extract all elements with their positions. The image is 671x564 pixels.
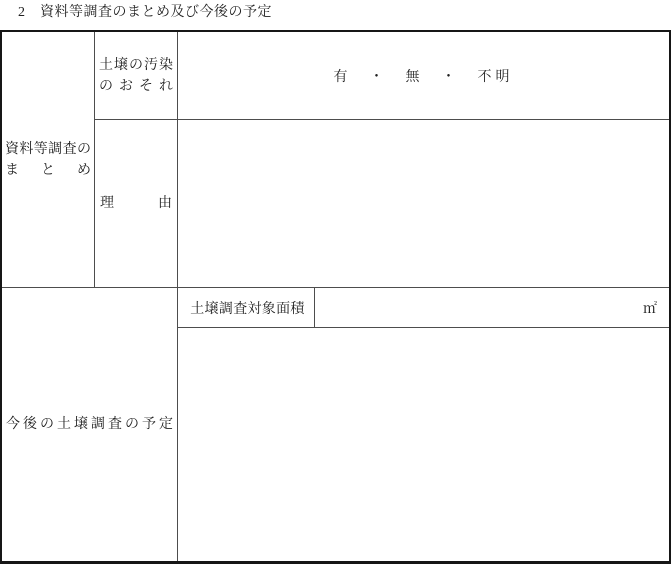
contamination-risk-label-cell xyxy=(95,32,178,120)
survey-summary-table xyxy=(0,30,671,564)
contamination-risk-label: 土 壌 の 汚 染 の お そ れ xyxy=(99,57,173,94)
target-area-unit: ㎡ xyxy=(643,301,657,317)
reason-value-cell xyxy=(178,120,669,288)
page-title: 2 資料等調査のまとめ及び今後の予定 xyxy=(18,5,272,20)
future-plan-section-header xyxy=(2,288,178,561)
summary-section-header-label: 資 料 等 調 査 の ま と め xyxy=(5,141,91,178)
future-plan-value-cell xyxy=(178,328,669,561)
contamination-risk-options-cell xyxy=(178,32,669,120)
reason-label: 理 由 xyxy=(100,196,172,211)
summary-section-header xyxy=(2,32,95,288)
future-plan-section-header-label: 今 後 の 土 壌 調 査 の 予 定 xyxy=(6,417,173,432)
target-area-value-cell xyxy=(315,288,669,328)
target-area-label: 土壌調査対象面積 xyxy=(190,301,305,317)
reason-label-cell xyxy=(95,120,178,288)
contamination-risk-options: 有 ・ 無 ・ 不明 xyxy=(333,69,514,85)
target-area-label-cell xyxy=(178,288,315,328)
